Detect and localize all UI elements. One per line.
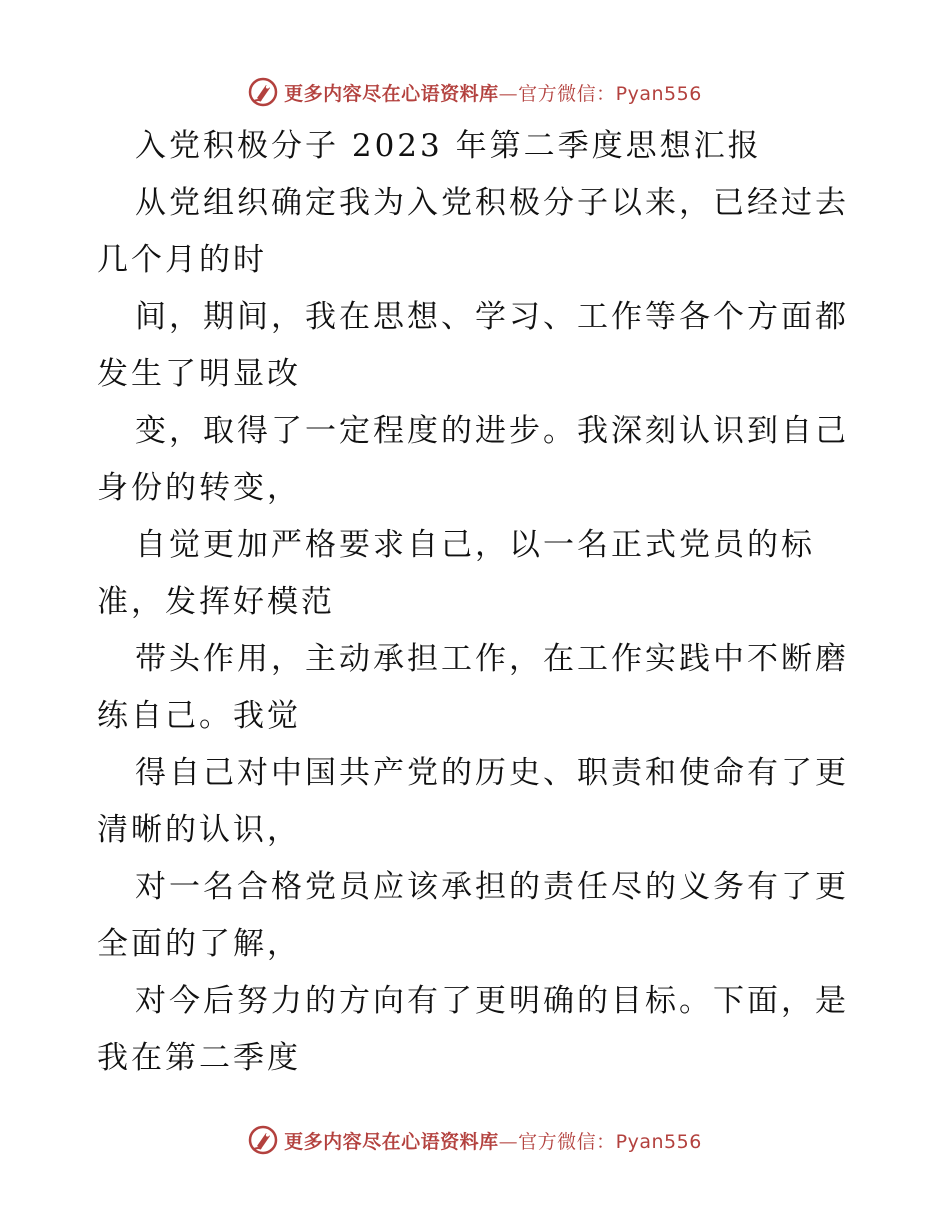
paragraph-line: 几个月的时 <box>97 242 267 278</box>
paragraph-line: 得自己对中国共产党的历史、职责和使命有了更 <box>135 755 849 791</box>
header-banner-main: 更多内容尽在心语资料库 <box>284 82 499 105</box>
paragraph-line: 间，期间，我在思想、学习、工作等各个方面都 <box>135 299 849 335</box>
paragraph-line: 练自己。我觉 <box>97 698 301 734</box>
paragraph-line: 自觉更加严格要求自己，以一名正式党员的标 <box>135 527 815 563</box>
paragraph-line: 变，取得了一定程度的进步。我深刻认识到自己 <box>135 413 849 449</box>
document-title: 入党积极分子 2023 年第二季度思想汇报 <box>135 128 762 164</box>
paragraph-line: 从党组织确定我为入党积极分子以来，已经过去 <box>135 185 849 221</box>
paragraph-line: 发生了明显改 <box>97 356 301 392</box>
footer-banner <box>0 1120 950 1160</box>
header-banner-tail: 官方微信：Pyan556 <box>518 82 702 105</box>
header-banner-text <box>284 79 702 106</box>
paragraph-line: 清晰的认识， <box>97 812 301 848</box>
paragraph-line: 对今后努力的方向有了更明确的目标。下面，是 <box>135 983 849 1019</box>
paragraph-line: 对一名合格党员应该承担的责任尽的义务有了更 <box>135 869 849 905</box>
paragraph-line: 准，发挥好模范 <box>97 584 335 620</box>
pen-nib-logo-icon <box>248 1125 278 1155</box>
pen-nib-logo-icon <box>248 77 278 107</box>
footer-banner-text <box>284 1127 702 1154</box>
paragraph-line: 身份的转变， <box>97 470 301 506</box>
footer-banner-main: 更多内容尽在心语资料库 <box>284 1130 499 1153</box>
paragraph-line: 全面的了解， <box>97 926 301 962</box>
paragraph-line: 我在第二季度 <box>97 1040 301 1076</box>
document-body <box>97 118 857 1087</box>
footer-banner-sep: — <box>498 1130 519 1153</box>
header-banner-sep: — <box>498 82 519 105</box>
footer-banner-tail: 官方微信：Pyan556 <box>518 1130 702 1153</box>
paragraph-line: 带头作用，主动承担工作，在工作实践中不断磨 <box>135 641 849 677</box>
header-banner <box>0 72 950 112</box>
